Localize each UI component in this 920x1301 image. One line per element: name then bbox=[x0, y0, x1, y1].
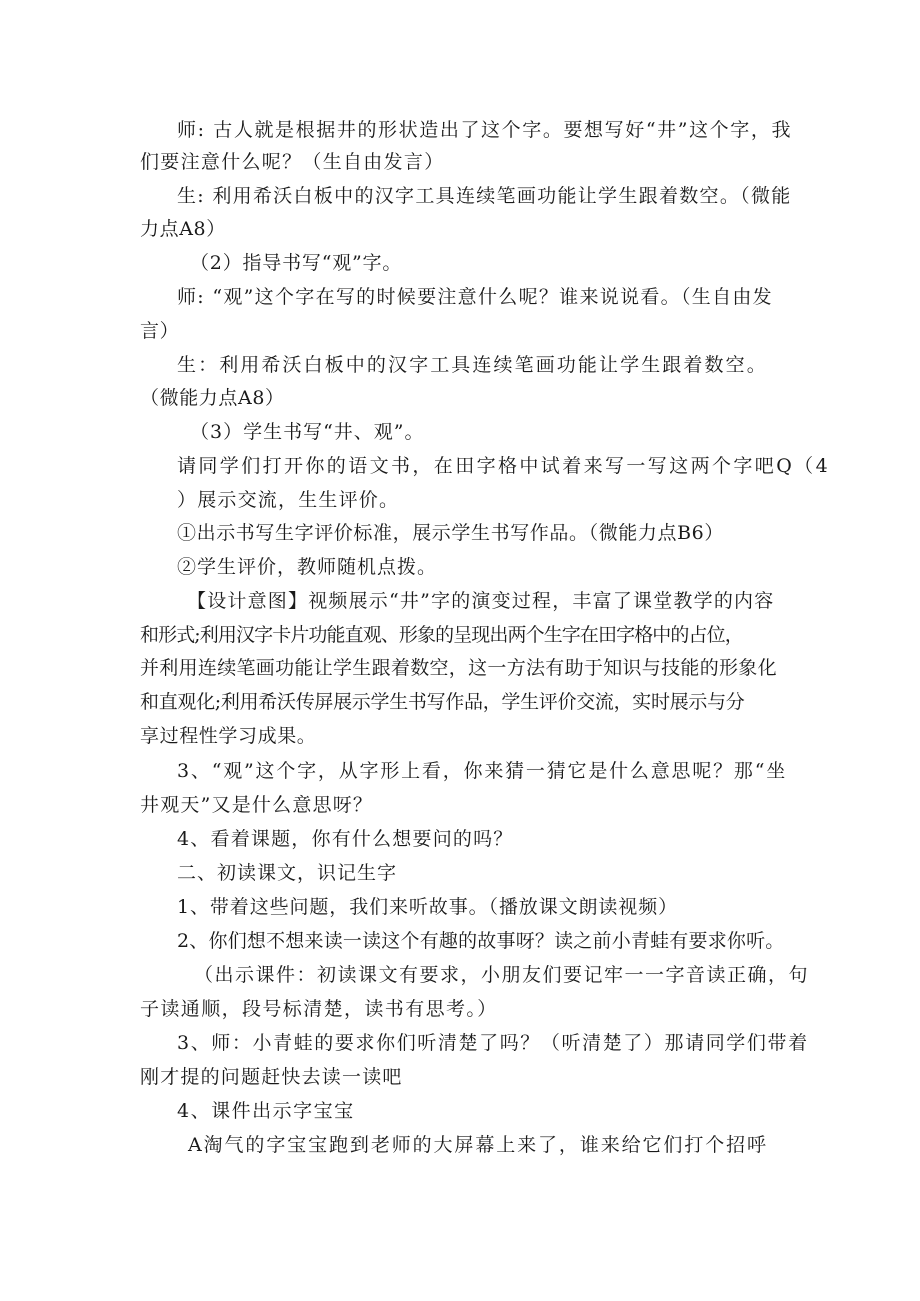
text-line: 言） bbox=[140, 320, 180, 342]
text-line: 子读通顺，段号标清楚，读书有思考。） bbox=[140, 998, 498, 1020]
text-line: 和形式;利用汉字卡片功能直观、形象的呈现出两个生字在田字格中的占位， bbox=[140, 624, 743, 646]
text-line: 井观天”又是什么意思呀？ bbox=[140, 794, 374, 816]
text-line: 并利用连续笔画功能让学生跟着数空，这一方法有助于知识与技能的形象化 bbox=[140, 657, 777, 679]
text-line: 刚才提的问题赶快去读一读吧 bbox=[140, 1066, 403, 1088]
text-line: 师: “观”这个字在写的时候要注意什么呢？谁来说说看。（生自由发 bbox=[177, 286, 773, 308]
text-line: 2、你们想不想来读一读这个有趣的故事呀？读之前小青蛙有要求你听。 bbox=[177, 930, 785, 952]
text-line: （3）学生书写“井、观”。 bbox=[190, 421, 425, 443]
text-line: 4、课件出示字宝宝 bbox=[177, 1100, 355, 1122]
text-line: A淘气的字宝宝跑到老师的大屏幕上来了，谁来给它们打个招呼 bbox=[188, 1134, 768, 1156]
text-line: 4、看着课题，你有什么想要问的吗？ bbox=[177, 828, 514, 850]
text-line: 和直观化;利用希沃传屏展示学生书写作品，学生评价交流，实时展示与分 bbox=[140, 691, 745, 713]
text-line: 3、“观”这个字，从字形上看，你来猜一猜它是什么意思呢？那“坐 bbox=[177, 760, 788, 782]
text-line: 请同学们打开你的语文书，在田字格中试着来写一写这两个字吧Q（4 bbox=[177, 455, 831, 477]
text-line: 生：利用希沃白板中的汉字工具连续笔画功能让学生跟着数空。 bbox=[177, 354, 768, 376]
text-line: 3、师：小青蛙的要求你们听清楚了吗？（听清楚了）那请同学们带着 bbox=[177, 1032, 809, 1054]
text-line: （微能力点A8） bbox=[140, 387, 285, 409]
text-line: ①出示书写生字评价标准，展示学生书写作品。（微能力点B6） bbox=[177, 522, 724, 544]
text-line: 力点A8） bbox=[140, 218, 226, 240]
text-line: （2）指导书写“观”字。 bbox=[190, 252, 403, 274]
text-line: ②学生评价，教师随机点拨。 bbox=[177, 556, 438, 578]
text-line: （出示课件：初读课文有要求，小朋友们要记牢一一字音读正确，句 bbox=[194, 964, 810, 986]
text-line: 生: 利用希沃白板中的汉字工具连续笔画功能让学生跟着数空。（微能 bbox=[177, 185, 792, 207]
text-line: 【设计意图】视频展示“井”字的演变过程，丰富了课堂教学的内容 bbox=[187, 590, 775, 612]
text-line: 1、带着这些问题，我们来听故事。（播放课文朗读视频） bbox=[177, 896, 678, 918]
text-line: ）展示交流，生生评价。 bbox=[177, 489, 400, 511]
text-line: 们要注意什么呢？（生自由发言） bbox=[140, 151, 445, 173]
text-line: 享过程性学习成果。 bbox=[140, 725, 317, 747]
text-line: 二、初读课文，识记生字 bbox=[177, 862, 398, 884]
text-line: 师: 古人就是根据井的形状造出了这个字。要想写好“井”这个字，我 bbox=[177, 119, 793, 141]
